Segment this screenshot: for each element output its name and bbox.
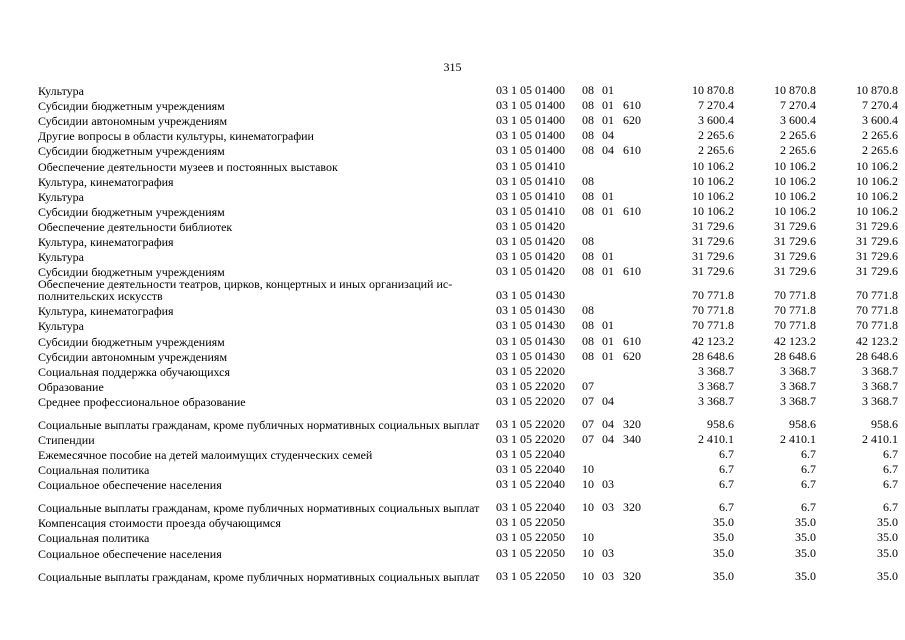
row-target-code: 03 1 05 01400 — [496, 113, 565, 128]
budget-table-body — [38, 82, 898, 583]
row-section — [582, 514, 602, 529]
row-subsection: 01 — [602, 333, 614, 348]
row-section: 08 — [582, 249, 594, 264]
row-amount-1: 35.0 — [713, 515, 734, 530]
row-name: Ежемесячное пособие на детей малоимущих студенческих семей — [38, 448, 373, 463]
row-amount-2: 10 870.8 — [774, 83, 816, 98]
row-section: 10 — [582, 477, 594, 492]
row-amount-1: 31 729.6 — [692, 264, 734, 279]
row-subsection: 01 — [602, 348, 614, 363]
row-amount-2: 35.0 — [795, 545, 816, 560]
row-expense-type — [623, 529, 652, 544]
row-amount-2: 2 265.6 — [780, 143, 816, 158]
row-amount-1: 10 106.2 — [692, 188, 734, 203]
row-name: Субсидии автономным учреждениям — [38, 349, 228, 364]
row-name: Социальное обеспечение населения — [38, 478, 222, 493]
row-subsection: 01 — [602, 249, 614, 264]
table-row — [38, 173, 898, 188]
table-row — [38, 203, 898, 218]
row-amount-2: 7 270.4 — [780, 98, 816, 113]
row-subsection: 01 — [602, 113, 614, 128]
row-section: 08 — [582, 203, 594, 218]
table-row — [38, 112, 898, 127]
row-amount-2: 35.0 — [795, 515, 816, 530]
row-section: 10 — [582, 462, 594, 477]
row-amount-2: 31 729.6 — [774, 218, 816, 233]
row-section — [582, 157, 602, 172]
row-section: 08 — [582, 333, 594, 348]
row-amount-3: 35.0 — [877, 568, 898, 583]
row-section: 08 — [582, 188, 594, 203]
row-subsection — [602, 302, 623, 317]
row-target-code: 03 1 05 22020 — [496, 431, 565, 446]
page-number: 315 — [443, 60, 462, 74]
row-section: 08 — [582, 173, 594, 188]
row-subsection: 04 — [602, 128, 614, 143]
row-amount-3: 3 368.7 — [862, 393, 898, 408]
row-amount-1: 10 870.8 — [692, 83, 734, 98]
table-row — [38, 302, 898, 317]
row-amount-2: 10 106.2 — [774, 188, 816, 203]
row-expense-type — [623, 248, 652, 263]
row-expense-type: 320 — [623, 500, 641, 515]
row-target-code: 03 1 05 01420 — [496, 234, 565, 249]
row-section: 08 — [582, 318, 594, 333]
row-target-code: 03 1 05 22050 — [496, 568, 565, 583]
row-name: Другие вопросы в области культуры, кинематографии — [38, 129, 314, 144]
row-target-code: 03 1 05 22040 — [496, 462, 565, 477]
row-name: Среднее профессиональное образование — [38, 394, 246, 409]
row-amount-3: 10 106.2 — [856, 158, 898, 173]
row-amount-2: 958.6 — [789, 416, 816, 431]
row-subsection — [602, 157, 623, 172]
row-subsection: 01 — [602, 98, 614, 113]
row-section: 08 — [582, 303, 594, 318]
table-row — [38, 248, 898, 263]
row-section: 07 — [582, 393, 594, 408]
row-amount-2: 42 123.2 — [774, 333, 816, 348]
row-amount-1: 6.7 — [719, 447, 734, 462]
row-subsection — [602, 529, 623, 544]
row-name: Субсидии бюджетным учреждениям — [38, 99, 225, 114]
row-name: Социальная политика — [38, 531, 150, 546]
row-name: Культура — [38, 84, 84, 99]
row-subsection — [602, 378, 623, 393]
table-row — [38, 142, 898, 157]
row-section — [582, 363, 602, 378]
row-target-code: 03 1 05 01410 — [496, 188, 565, 203]
row-subsection: 01 — [602, 318, 614, 333]
row-target-code: 03 1 05 01430 — [496, 318, 565, 333]
row-amount-3: 3 600.4 — [862, 113, 898, 128]
row-amount-2: 3 368.7 — [780, 363, 816, 378]
row-amount-3: 31 729.6 — [856, 249, 898, 264]
row-amount-1: 10 106.2 — [692, 173, 734, 188]
row-amount-3: 7 270.4 — [862, 98, 898, 113]
row-amount-1: 2 410.1 — [698, 431, 734, 446]
table-row — [38, 446, 898, 461]
row-expense-type: 610 — [623, 143, 641, 158]
row-target-code: 03 1 05 22050 — [496, 530, 565, 545]
row-section: 08 — [582, 113, 594, 128]
row-section: 08 — [582, 143, 594, 158]
table-row — [38, 560, 898, 583]
row-expense-type — [623, 461, 652, 476]
row-target-code: 03 1 05 01420 — [496, 218, 565, 233]
row-subsection: 03 — [602, 477, 614, 492]
row-subsection: 03 — [602, 500, 614, 515]
row-target-code: 03 1 05 22040 — [496, 447, 565, 462]
row-amount-1: 35.0 — [713, 545, 734, 560]
row-name: Компенсация стоимости проезда обучающимся — [38, 516, 281, 531]
row-target-code: 03 1 05 01430 — [496, 333, 565, 348]
row-name: Культура, кинематография — [38, 174, 174, 189]
row-subsection — [602, 173, 623, 188]
row-section: 10 — [582, 500, 594, 515]
table-row — [38, 431, 898, 446]
row-amount-1: 42 123.2 — [692, 333, 734, 348]
row-expense-type: 340 — [623, 431, 641, 446]
row-name: Субсидии бюджетным учреждениям — [38, 334, 225, 349]
row-subsection — [602, 363, 623, 378]
row-expense-type — [623, 218, 652, 233]
row-subsection: 03 — [602, 545, 614, 560]
row-amount-2: 35.0 — [795, 568, 816, 583]
row-amount-1: 3 368.7 — [698, 393, 734, 408]
row-subsection: 01 — [602, 188, 614, 203]
row-amount-1: 2 265.6 — [698, 128, 734, 143]
row-target-code: 03 1 05 01420 — [496, 264, 565, 279]
row-amount-1: 28 648.6 — [692, 348, 734, 363]
row-amount-3: 3 368.7 — [862, 363, 898, 378]
row-amount-3: 6.7 — [883, 447, 898, 462]
row-expense-type — [623, 157, 652, 172]
row-amount-3: 6.7 — [883, 477, 898, 492]
row-subsection: 04 — [602, 431, 614, 446]
row-amount-3: 958.6 — [871, 416, 898, 431]
row-expense-type — [623, 188, 652, 203]
row-expense-type: 320 — [623, 568, 641, 583]
row-name: Субсидии бюджетным учреждениям — [38, 144, 225, 159]
row-amount-1: 10 106.2 — [692, 158, 734, 173]
row-amount-2: 6.7 — [801, 447, 816, 462]
row-name: Культура, кинематография — [38, 304, 174, 319]
table-row — [38, 157, 898, 172]
row-name: Обеспечение деятельности музеев и постоянных выставок — [38, 159, 338, 174]
row-name: Социальная поддержка обучающихся — [38, 364, 231, 379]
row-expense-type: 320 — [623, 416, 641, 431]
row-target-code: 03 1 05 22020 — [496, 363, 565, 378]
row-amount-3: 35.0 — [877, 545, 898, 560]
row-amount-2: 70 771.8 — [774, 288, 816, 303]
row-amount-1: 10 106.2 — [692, 203, 734, 218]
row-amount-3: 10 106.2 — [856, 188, 898, 203]
row-subsection: 01 — [602, 264, 614, 279]
row-amount-1: 35.0 — [713, 568, 734, 583]
row-target-code: 03 1 05 22040 — [496, 500, 565, 515]
row-amount-1: 3 368.7 — [698, 363, 734, 378]
row-section: 07 — [582, 416, 594, 431]
row-amount-3: 31 729.6 — [856, 264, 898, 279]
row-name: Обеспечение деятельности библиотек — [38, 219, 233, 234]
row-subsection — [602, 218, 623, 233]
row-target-code: 03 1 05 22050 — [496, 545, 565, 560]
row-amount-2: 70 771.8 — [774, 318, 816, 333]
row-section: 10 — [582, 545, 594, 560]
row-expense-type — [623, 378, 652, 393]
row-amount-2: 3 368.7 — [780, 378, 816, 393]
row-amount-1: 31 729.6 — [692, 218, 734, 233]
row-subsection — [602, 461, 623, 476]
row-subsection: 01 — [602, 83, 614, 98]
row-name: Культура, кинематография — [38, 235, 174, 250]
table-row — [38, 233, 898, 248]
row-amount-3: 28 648.6 — [856, 348, 898, 363]
row-expense-type: 610 — [623, 264, 641, 279]
row-subsection — [602, 514, 623, 529]
row-amount-3: 10 870.8 — [856, 83, 898, 98]
row-target-code: 03 1 05 01400 — [496, 98, 565, 113]
row-amount-3: 70 771.8 — [856, 303, 898, 318]
row-subsection: 04 — [602, 143, 614, 158]
row-name: Обеспечение деятельности театров, цирков, концертных и иных организаций ис-полнительских искусств — [38, 277, 453, 304]
row-amount-2: 2 265.6 — [780, 128, 816, 143]
row-amount-1: 31 729.6 — [692, 234, 734, 249]
row-target-code: 03 1 05 22020 — [496, 416, 565, 431]
row-amount-2: 31 729.6 — [774, 234, 816, 249]
row-target-code: 03 1 05 01400 — [496, 83, 565, 98]
row-expense-type: 610 — [623, 98, 641, 113]
row-section: 08 — [582, 234, 594, 249]
row-expense-type — [623, 544, 652, 559]
row-target-code: 03 1 05 01430 — [496, 288, 565, 303]
row-section: 08 — [582, 83, 594, 98]
row-amount-2: 10 106.2 — [774, 203, 816, 218]
row-expense-type — [623, 317, 652, 332]
row-amount-2: 10 106.2 — [774, 158, 816, 173]
row-amount-3: 3 368.7 — [862, 378, 898, 393]
row-amount-2: 35.0 — [795, 530, 816, 545]
table-row — [38, 514, 898, 529]
row-target-code: 03 1 05 01400 — [496, 128, 565, 143]
table-row — [38, 476, 898, 491]
row-section — [582, 446, 602, 461]
table-row — [38, 363, 898, 378]
table-row — [38, 378, 898, 393]
row-target-code: 03 1 05 01420 — [496, 249, 565, 264]
row-amount-3: 2 265.6 — [862, 143, 898, 158]
row-expense-type — [623, 82, 652, 97]
row-expense-type — [623, 393, 652, 408]
table-row — [38, 317, 898, 332]
table-row — [38, 544, 898, 559]
row-amount-2: 3 368.7 — [780, 393, 816, 408]
row-target-code: 03 1 05 22020 — [496, 378, 565, 393]
row-amount-1: 31 729.6 — [692, 249, 734, 264]
row-amount-3: 70 771.8 — [856, 318, 898, 333]
row-amount-1: 70 771.8 — [692, 318, 734, 333]
row-name: Социальные выплаты гражданам, кроме публичных нормативных социальных выплат — [38, 417, 480, 432]
row-name: Культура — [38, 250, 84, 265]
row-subsection — [602, 278, 623, 302]
row-amount-2: 6.7 — [801, 477, 816, 492]
row-section: 08 — [582, 128, 594, 143]
table-row — [38, 393, 898, 408]
row-amount-3: 35.0 — [877, 530, 898, 545]
row-amount-2: 31 729.6 — [774, 264, 816, 279]
row-target-code: 03 1 05 01410 — [496, 173, 565, 188]
row-amount-1: 6.7 — [719, 462, 734, 477]
row-amount-2: 6.7 — [801, 462, 816, 477]
row-name: Культура — [38, 319, 84, 334]
table-row — [38, 408, 898, 431]
row-section: 07 — [582, 431, 594, 446]
row-expense-type — [623, 302, 652, 317]
row-name: Субсидии бюджетным учреждениям — [38, 204, 225, 219]
row-amount-3: 2 265.6 — [862, 128, 898, 143]
row-name: Субсидии автономным учреждениям — [38, 114, 228, 129]
row-target-code: 03 1 05 22020 — [496, 393, 565, 408]
row-amount-1: 6.7 — [719, 477, 734, 492]
table-row — [38, 127, 898, 142]
row-subsection — [602, 446, 623, 461]
row-amount-1: 958.6 — [707, 416, 734, 431]
row-name: Стипендии — [38, 432, 95, 447]
row-amount-2: 3 600.4 — [780, 113, 816, 128]
row-expense-type — [623, 476, 652, 491]
row-amount-2: 6.7 — [801, 500, 816, 515]
budget-table — [38, 82, 898, 583]
row-amount-3: 6.7 — [883, 500, 898, 515]
table-row — [38, 188, 898, 203]
row-amount-1: 3 368.7 — [698, 378, 734, 393]
row-name: Образование — [38, 379, 104, 394]
row-name: Социальное обеспечение населения — [38, 546, 222, 561]
row-target-code: 03 1 05 01430 — [496, 348, 565, 363]
table-row — [38, 461, 898, 476]
table-row — [38, 491, 898, 514]
row-amount-3: 31 729.6 — [856, 234, 898, 249]
row-subsection: 04 — [602, 416, 614, 431]
table-row — [38, 278, 898, 302]
row-amount-1: 2 265.6 — [698, 143, 734, 158]
row-amount-1: 3 600.4 — [698, 113, 734, 128]
row-section: 08 — [582, 98, 594, 113]
row-amount-2: 31 729.6 — [774, 249, 816, 264]
row-amount-3: 70 771.8 — [856, 288, 898, 303]
row-section — [582, 218, 602, 233]
row-amount-1: 7 270.4 — [698, 98, 734, 113]
table-row — [38, 263, 898, 278]
row-section: 08 — [582, 264, 594, 279]
row-amount-1: 70 771.8 — [692, 303, 734, 318]
row-expense-type — [623, 173, 652, 188]
row-amount-1: 70 771.8 — [692, 288, 734, 303]
row-expense-type — [623, 446, 652, 461]
row-amount-3: 6.7 — [883, 462, 898, 477]
row-subsection: 04 — [602, 393, 614, 408]
table-row — [38, 82, 898, 97]
row-expense-type: 610 — [623, 203, 641, 218]
table-row — [38, 218, 898, 233]
row-expense-type — [623, 278, 652, 302]
row-expense-type: 620 — [623, 348, 641, 363]
table-row — [38, 332, 898, 347]
table-row — [38, 97, 898, 112]
table-row — [38, 348, 898, 363]
row-amount-2: 70 771.8 — [774, 303, 816, 318]
row-section: 10 — [582, 568, 594, 583]
row-target-code: 03 1 05 01430 — [496, 303, 565, 318]
row-name: Социальные выплаты гражданам, кроме публичных нормативных социальных выплат — [38, 569, 480, 584]
row-target-code: 03 1 05 22040 — [496, 477, 565, 492]
row-amount-3: 2 410.1 — [862, 431, 898, 446]
row-name: Социальная политика — [38, 463, 150, 478]
row-section: 10 — [582, 530, 594, 545]
row-expense-type — [623, 363, 652, 378]
table-row — [38, 529, 898, 544]
row-section: 07 — [582, 378, 594, 393]
row-name: Культура — [38, 189, 84, 204]
row-amount-1: 6.7 — [719, 500, 734, 515]
row-target-code: 03 1 05 01410 — [496, 203, 565, 218]
row-name: Социальные выплаты гражданам, кроме публичных нормативных социальных выплат — [38, 501, 480, 516]
row-expense-type: 620 — [623, 113, 641, 128]
row-amount-3: 10 106.2 — [856, 203, 898, 218]
row-expense-type — [623, 514, 652, 529]
row-target-code: 03 1 05 22050 — [496, 515, 565, 530]
row-subsection: 03 — [602, 568, 614, 583]
row-name: Субсидии бюджетным учреждениям — [38, 265, 225, 280]
row-target-code: 03 1 05 01400 — [496, 143, 565, 158]
row-amount-3: 42 123.2 — [856, 333, 898, 348]
row-amount-3: 31 729.6 — [856, 218, 898, 233]
row-amount-3: 10 106.2 — [856, 173, 898, 188]
row-expense-type: 610 — [623, 333, 641, 348]
row-amount-1: 35.0 — [713, 530, 734, 545]
row-subsection — [602, 233, 623, 248]
row-section: 08 — [582, 348, 594, 363]
row-expense-type — [623, 127, 652, 142]
row-amount-3: 35.0 — [877, 515, 898, 530]
row-expense-type — [623, 233, 652, 248]
row-subsection: 01 — [602, 203, 614, 218]
row-amount-2: 28 648.6 — [774, 348, 816, 363]
row-section — [582, 278, 602, 302]
row-amount-2: 10 106.2 — [774, 173, 816, 188]
row-target-code: 03 1 05 01410 — [496, 158, 565, 173]
row-amount-2: 2 410.1 — [780, 431, 816, 446]
